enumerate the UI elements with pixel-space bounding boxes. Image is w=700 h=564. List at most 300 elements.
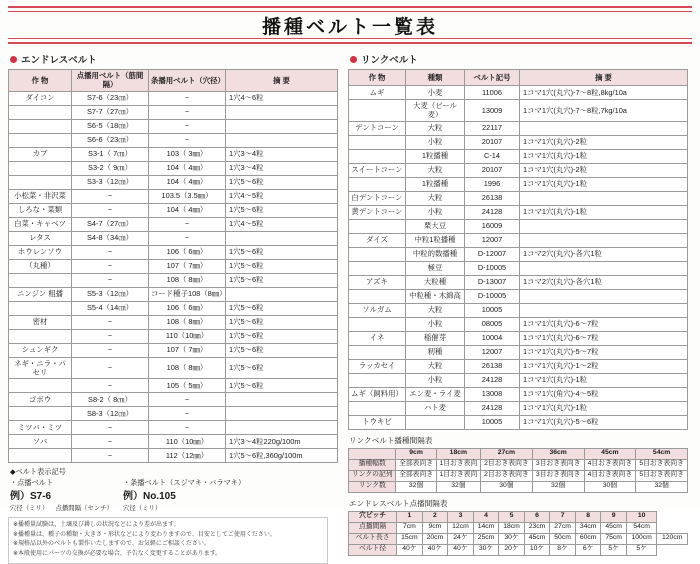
cell-line-belt: 108（ 8㎜） bbox=[149, 357, 226, 379]
cell-crop: ホウレンソウ bbox=[9, 245, 72, 259]
table-row bbox=[349, 533, 688, 544]
cell-remark: 1コマ1穴(丸穴)-5～6粒 bbox=[520, 415, 688, 429]
mini-cell: 100cm bbox=[626, 533, 656, 544]
mini-col-header: 3 bbox=[448, 511, 474, 522]
cell-remark bbox=[226, 119, 338, 133]
cell-line-belt: 107（ 7㎜） bbox=[149, 259, 226, 273]
cell-crop: ソバ bbox=[9, 435, 72, 449]
table-row bbox=[9, 343, 338, 357]
cell-remark: 1コマ2穴(丸穴)-各穴1粒 bbox=[520, 247, 688, 261]
cell-type: 大粒 bbox=[406, 163, 465, 177]
mini-col-header: 4 bbox=[473, 511, 499, 522]
belt-legend bbox=[10, 467, 338, 513]
table-row bbox=[9, 189, 338, 203]
cell-crop bbox=[349, 401, 406, 415]
cell-line-belt: 107（ 7㎜） bbox=[149, 343, 226, 357]
mini-row-header: ベルト長さ bbox=[349, 533, 397, 544]
cell-remark: 1穴5～6粒 bbox=[226, 259, 338, 273]
cell-remark: 1穴5～6粒 bbox=[226, 315, 338, 329]
footnote-4: ※本般使用にパーツの交換が必要な場合、予告なく変更することがあります。 bbox=[13, 550, 222, 557]
cell-code: C-14 bbox=[465, 149, 520, 163]
legend-line-label: ・条播ベルト（スジマキ・バラマキ） bbox=[122, 477, 246, 487]
cell-point-belt: − bbox=[72, 259, 149, 273]
cell-crop: ムギ（飼料用） bbox=[349, 387, 406, 401]
footnote-2: ※播種量は、種子の種類・大きさ・形状などにより変わりますので、目安としてご使用ください。 bbox=[13, 531, 276, 538]
cell-crop: トウキビ bbox=[349, 415, 406, 429]
cell-crop: シュンギク bbox=[9, 343, 72, 357]
table-row bbox=[349, 219, 688, 233]
mini-row-header: 播種幅数 bbox=[349, 459, 396, 470]
table-row bbox=[9, 315, 338, 329]
col-line-belt: 条播用ベルト（穴径） bbox=[149, 70, 226, 92]
table-row bbox=[9, 301, 338, 315]
cell-point-belt: − bbox=[72, 203, 149, 217]
cell-code: 24128 bbox=[465, 205, 520, 219]
legend-point-sub bbox=[10, 504, 113, 514]
cell-line-belt: − bbox=[149, 231, 226, 245]
cell-line-belt: 104（ 4㎜） bbox=[149, 175, 226, 189]
cell-line-belt: 112（12㎜） bbox=[149, 449, 226, 463]
table-row bbox=[9, 105, 338, 119]
table-row bbox=[349, 149, 688, 163]
mini-cell: 40ケ bbox=[448, 544, 474, 555]
mini-col-header: 36cm bbox=[532, 448, 584, 459]
cell-type: 中粒種・木綿高 bbox=[406, 289, 465, 303]
cell-remark: 1コマ1穴(丸穴)-1粒 bbox=[520, 373, 688, 387]
cell-type: エン麦・ライ麦 bbox=[406, 387, 465, 401]
mini-col-header: 9 bbox=[601, 511, 627, 522]
right-column bbox=[348, 50, 688, 564]
cell-type bbox=[406, 415, 465, 429]
cell-remark: 1穴5～6粒 bbox=[226, 245, 338, 259]
cell-remark: 1穴4～5粒 bbox=[226, 189, 338, 203]
cell-code: 26138 bbox=[465, 359, 520, 373]
table-row bbox=[9, 435, 338, 449]
cell-line-belt: − bbox=[149, 91, 226, 105]
mini-row-header: リンクの記列 bbox=[349, 470, 396, 481]
table-row bbox=[9, 147, 338, 161]
legend-point-label: ・点播ベルト bbox=[10, 477, 54, 487]
cell-crop bbox=[9, 175, 72, 189]
page-title: 播種ベルト一覧表 bbox=[261, 15, 438, 38]
cell-remark: 1コマ1穴(丸穴)-7～8粒,8kg/10a bbox=[520, 86, 688, 100]
cell-line-belt: − bbox=[149, 421, 226, 435]
mini-cell: 23cm bbox=[524, 522, 550, 533]
table-row bbox=[349, 345, 688, 359]
mini-col-header: 6 bbox=[524, 511, 550, 522]
endless-belt-section-title bbox=[10, 52, 338, 66]
cell-type: 1粒播種 bbox=[406, 177, 465, 191]
mini-cell: 1目おき表向 bbox=[436, 470, 480, 481]
cell-code: 24128 bbox=[465, 373, 520, 387]
mini-cell: 全部表向き bbox=[396, 459, 436, 470]
cell-point-belt: − bbox=[72, 421, 149, 435]
table-row bbox=[9, 119, 338, 133]
mini-cell: 5ケ bbox=[601, 544, 627, 555]
cell-remark bbox=[520, 233, 688, 247]
legend-line-sub: 穴径（ミリ） bbox=[122, 504, 162, 512]
cell-point-belt: S7-7（27㎝） bbox=[72, 105, 149, 119]
cell-type: 1粒播種 bbox=[406, 149, 465, 163]
cell-crop: イネ bbox=[349, 331, 406, 345]
col-crop: 作 物 bbox=[349, 70, 406, 86]
mini-col-header: 2 bbox=[422, 511, 448, 522]
cell-type: 小粒 bbox=[406, 373, 465, 387]
mini-cell: 30ケ bbox=[473, 544, 499, 555]
table-row bbox=[9, 393, 338, 407]
cell-remark bbox=[520, 191, 688, 205]
table-row bbox=[349, 373, 688, 387]
mini-col-header: 45cm bbox=[584, 448, 636, 459]
col-type: 種類 bbox=[406, 70, 465, 86]
mini-row-header: 点播間隔 bbox=[349, 522, 397, 533]
endless-interval-table bbox=[348, 511, 688, 556]
mini-col-header: 18cm bbox=[436, 448, 480, 459]
cell-crop: ムギ bbox=[349, 86, 406, 100]
footnote-3: ※規格品以外のベルトも製作いたしますので、お気軽にご相談ください。 bbox=[13, 541, 210, 548]
cell-crop bbox=[9, 105, 72, 119]
mini-cell: 27cm bbox=[550, 522, 576, 533]
table-row bbox=[349, 387, 688, 401]
cell-code: 20107 bbox=[465, 163, 520, 177]
mini-cell: 7cm bbox=[397, 522, 423, 533]
cell-point-belt: S8-2（ 8㎝） bbox=[72, 393, 149, 407]
cell-crop: ゴボウ bbox=[9, 393, 72, 407]
mini-col-header: 5 bbox=[499, 511, 525, 522]
mini-cell: 3目おき表向き bbox=[532, 459, 584, 470]
mini-cell: 1目おき表向 bbox=[436, 459, 480, 470]
cell-type: 極豆 bbox=[406, 261, 465, 275]
legend-line-example: 例）No.105 bbox=[122, 490, 176, 502]
table-row bbox=[349, 86, 688, 100]
cell-crop bbox=[9, 379, 72, 393]
mini-col-header bbox=[349, 448, 396, 459]
mini-col-header: 7 bbox=[550, 511, 576, 522]
cell-crop: ソルガム bbox=[349, 303, 406, 317]
cell-remark: 1穴5～6粒 bbox=[226, 273, 338, 287]
cell-line-belt: − bbox=[149, 217, 226, 231]
table-row bbox=[9, 357, 338, 379]
cell-crop: カブ bbox=[9, 147, 72, 161]
cell-code: 13008 bbox=[465, 387, 520, 401]
mini-row-header: リンク数 bbox=[349, 481, 396, 492]
cell-type: 小粒 bbox=[406, 317, 465, 331]
cell-remark: 1コマ1穴(丸穴)-1粒 bbox=[520, 401, 688, 415]
cell-crop bbox=[9, 329, 72, 343]
table-row bbox=[349, 522, 688, 533]
table-row bbox=[349, 401, 688, 415]
mini-cell: 24ケ bbox=[448, 533, 474, 544]
cell-crop: （丸種） bbox=[9, 259, 72, 273]
mini-cell: 5目おき表向き bbox=[636, 470, 688, 481]
table-row bbox=[9, 203, 338, 217]
cell-remark: 1コマ1穴(丸穴)-2粒 bbox=[520, 163, 688, 177]
cell-crop: ダイコン bbox=[9, 91, 72, 105]
cell-point-belt: − bbox=[72, 435, 149, 449]
cell-remark bbox=[226, 407, 338, 421]
mini-cell: 14cm bbox=[473, 522, 499, 533]
cell-line-belt: − bbox=[149, 133, 226, 147]
mini-col-header: 27cm bbox=[481, 448, 533, 459]
cell-code: 10005 bbox=[465, 415, 520, 429]
mini-cell: 8ケ bbox=[550, 544, 576, 555]
table-row bbox=[9, 175, 338, 189]
mini-col-header: 54cm bbox=[636, 448, 688, 459]
cell-point-belt: S5-4（14㎝） bbox=[72, 301, 149, 315]
legend-title: ◆ベルト表示記号 bbox=[10, 467, 66, 476]
cell-code: 20107 bbox=[465, 135, 520, 149]
cell-remark: 1コマ1穴(丸穴)-6～7粒 bbox=[520, 317, 688, 331]
table-row bbox=[349, 247, 688, 261]
mini-col-header: 9cm bbox=[396, 448, 436, 459]
cell-remark: 1穴4～5粒 bbox=[226, 217, 338, 231]
cell-line-belt: 104（ 4㎜） bbox=[149, 161, 226, 175]
cell-code: 12007 bbox=[465, 233, 520, 247]
table-row bbox=[349, 303, 688, 317]
cell-remark bbox=[226, 105, 338, 119]
table-row bbox=[349, 289, 688, 303]
legend-point-sub2: 点播間隔（センチ） bbox=[55, 504, 113, 512]
cell-point-belt: − bbox=[72, 357, 149, 379]
cell-crop: スイートコーン bbox=[349, 163, 406, 177]
cell-crop bbox=[349, 317, 406, 331]
mini-cell: 20cm bbox=[422, 533, 448, 544]
table-row bbox=[9, 91, 338, 105]
cell-point-belt: S7-6（23㎝） bbox=[72, 91, 149, 105]
table-row bbox=[349, 191, 688, 205]
mini-cell: 32個 bbox=[436, 481, 480, 492]
mini-cell: 2目おき表向き bbox=[481, 459, 533, 470]
cell-crop bbox=[9, 273, 72, 287]
table-row bbox=[349, 544, 688, 555]
cell-crop bbox=[9, 133, 72, 147]
endless-interval-table-title: エンドレスベルト点播間隔表 bbox=[349, 498, 448, 508]
mini-cell: 10ケ bbox=[524, 544, 550, 555]
legend-point-sub1: 穴径（ミリ） bbox=[10, 504, 49, 512]
cell-remark: 1コマ1穴(丸穴)-2粒 bbox=[520, 135, 688, 149]
cell-line-belt: 108（ 8㎜） bbox=[149, 273, 226, 287]
cell-crop: レタス bbox=[9, 231, 72, 245]
mini-cell: 15cm bbox=[397, 533, 423, 544]
bullet-icon bbox=[10, 56, 17, 63]
mini-cell: 75cm bbox=[601, 533, 627, 544]
cell-crop: 小松菜・非沢菜 bbox=[9, 189, 72, 203]
page-header bbox=[8, 6, 692, 44]
cell-crop bbox=[349, 100, 406, 122]
table-row bbox=[349, 177, 688, 191]
cell-remark: 1穴4～6粒 bbox=[226, 91, 338, 105]
table-row bbox=[9, 217, 338, 231]
mini-cell: 32個 bbox=[396, 481, 436, 492]
footnote-1: ※播種量試験は、土壌及び耕しの状況などにより差が出ます。 bbox=[13, 522, 180, 529]
mini-cell: 30個 bbox=[481, 481, 533, 492]
cell-remark bbox=[520, 303, 688, 317]
table-row bbox=[349, 121, 688, 135]
cell-line-belt: 103.5（3.5㎜） bbox=[149, 189, 226, 203]
cell-remark bbox=[226, 393, 338, 407]
cell-line-belt: 106（ 6㎜） bbox=[149, 301, 226, 315]
cell-code: 24128 bbox=[465, 401, 520, 415]
cell-point-belt: − bbox=[72, 245, 149, 259]
cell-point-belt: − bbox=[72, 329, 149, 343]
mini-cell: 3目おき表向き bbox=[532, 470, 584, 481]
mini-cell: 40ケ bbox=[397, 544, 423, 555]
cell-crop: ダイズ bbox=[349, 233, 406, 247]
mini-cell: 34cm bbox=[575, 522, 601, 533]
table-row bbox=[9, 287, 338, 301]
table-row bbox=[9, 245, 338, 259]
table-row bbox=[9, 421, 338, 435]
cell-point-belt: − bbox=[72, 379, 149, 393]
cell-crop bbox=[349, 149, 406, 163]
table-row bbox=[349, 470, 688, 481]
cell-remark bbox=[520, 219, 688, 233]
left-column bbox=[8, 50, 338, 564]
cell-line-belt: 105（ 5㎜） bbox=[149, 379, 226, 393]
cell-line-belt: − bbox=[149, 119, 226, 133]
table-row bbox=[9, 449, 338, 463]
cell-code: D-13007 bbox=[465, 275, 520, 289]
table-row bbox=[349, 317, 688, 331]
cell-type: 栗大豆 bbox=[406, 219, 465, 233]
cell-remark: 1コマ1穴(丸穴)-5～7粒 bbox=[520, 345, 688, 359]
cell-remark: 1穴5～6粒 bbox=[226, 203, 338, 217]
cell-point-belt: S5-3（12㎝） bbox=[72, 287, 149, 301]
cell-crop: ニンジン 粗播 bbox=[9, 287, 72, 301]
cell-line-belt: 104（ 4㎜） bbox=[149, 203, 226, 217]
cell-type: 小粒 bbox=[406, 135, 465, 149]
cell-remark bbox=[226, 133, 338, 147]
cell-remark: 1穴3～4粒220g/100m bbox=[226, 435, 338, 449]
table-row bbox=[9, 161, 338, 175]
cell-crop bbox=[9, 301, 72, 315]
cell-remark bbox=[226, 231, 338, 245]
cell-type: 小麦 bbox=[406, 86, 465, 100]
mini-cell: 18cm bbox=[499, 522, 525, 533]
cell-code: 10004 bbox=[465, 331, 520, 345]
cell-remark bbox=[520, 289, 688, 303]
cell-type: 大粒 bbox=[406, 191, 465, 205]
cell-point-belt: S3-2（ 9㎝） bbox=[72, 161, 149, 175]
table-row bbox=[349, 331, 688, 345]
mini-cell: 2目おき表向き bbox=[481, 470, 533, 481]
mini-cell: 30個 bbox=[584, 481, 636, 492]
cell-point-belt: S3-1（ 7㎝） bbox=[72, 147, 149, 161]
cell-crop: 白デントコーン bbox=[349, 191, 406, 205]
table-row bbox=[349, 481, 688, 492]
cell-line-belt: コード種子108（8㎜） bbox=[149, 287, 226, 301]
cell-point-belt: − bbox=[72, 343, 149, 357]
table-row bbox=[9, 231, 338, 245]
cell-remark: 1穴5～6粒 bbox=[226, 175, 338, 189]
cell-code: D-10005 bbox=[465, 261, 520, 275]
cell-point-belt: − bbox=[72, 189, 149, 203]
table-row bbox=[9, 379, 338, 393]
cell-remark: 1穴5～6粒,360g/100m bbox=[226, 449, 338, 463]
link-interval-table-title: リンクベルト播種間隔表 bbox=[349, 435, 433, 445]
table-header-row bbox=[9, 70, 338, 92]
mini-cell: 全部表向き bbox=[396, 470, 436, 481]
endless-belt-title-text: エンドレスベルト bbox=[21, 55, 97, 66]
cell-crop bbox=[349, 135, 406, 149]
cell-point-belt: − bbox=[72, 273, 149, 287]
mini-cell: 32個 bbox=[532, 481, 584, 492]
table-row bbox=[349, 359, 688, 373]
cell-crop: ミツバ・ミツ bbox=[9, 421, 72, 435]
mini-col-header: 1 bbox=[397, 511, 423, 522]
table-row bbox=[9, 259, 338, 273]
cell-crop: しろな・菜類 bbox=[9, 203, 72, 217]
cell-remark: 1穴5～6粒 bbox=[226, 357, 338, 379]
cell-crop: 黄デントコーン bbox=[349, 205, 406, 219]
cell-type: 稲催芽 bbox=[406, 331, 465, 345]
table-row bbox=[349, 233, 688, 247]
cell-code: 16009 bbox=[465, 219, 520, 233]
cell-crop bbox=[349, 261, 406, 275]
cell-remark: 1穴5～6粒 bbox=[226, 301, 338, 315]
col-code: ベルト記号 bbox=[465, 70, 520, 86]
mini-cell: 4目おき表向き bbox=[584, 459, 636, 470]
col-remark: 摘 要 bbox=[520, 70, 688, 86]
cell-remark: 1コマ2穴(丸穴)-各穴1粒 bbox=[520, 275, 688, 289]
cell-line-belt: − bbox=[149, 393, 226, 407]
link-interval-table bbox=[348, 448, 688, 493]
cell-line-belt: 108（ 8㎜） bbox=[149, 315, 226, 329]
content-columns bbox=[0, 44, 700, 564]
table-row bbox=[349, 275, 688, 289]
legend-title-text: ベルト表示記号 bbox=[15, 467, 66, 476]
cell-remark bbox=[226, 287, 338, 301]
col-remark: 摘 要 bbox=[226, 70, 338, 92]
cell-code: 13009 bbox=[465, 100, 520, 122]
cell-remark: 1コマ1穴(角穴)-4～5粒 bbox=[520, 387, 688, 401]
mini-cell: 120cm bbox=[657, 533, 688, 544]
cell-remark: 1コマ1穴(丸穴)-1～2粒 bbox=[520, 359, 688, 373]
cell-crop: ネギ・ニラ・パセリ bbox=[9, 357, 72, 379]
cell-crop: アズキ bbox=[349, 275, 406, 289]
cell-remark: 1穴5～6粒 bbox=[226, 379, 338, 393]
mini-cell: 45cm bbox=[524, 533, 550, 544]
cell-remark: 1穴5～6粒 bbox=[226, 343, 338, 357]
cell-type: 中粒的数播種 bbox=[406, 247, 465, 261]
cell-line-belt: 110（10㎜） bbox=[149, 329, 226, 343]
cell-point-belt: S6-6（23㎝） bbox=[72, 133, 149, 147]
legend-point-example: 例）S7-6 bbox=[10, 490, 52, 502]
mini-cell: 4目おき表向き bbox=[584, 470, 636, 481]
cell-type: 小粒 bbox=[406, 205, 465, 219]
cell-type: 籾種 bbox=[406, 345, 465, 359]
mini-cell: 32個 bbox=[636, 481, 688, 492]
mini-cell: 6ケ bbox=[575, 544, 601, 555]
cell-code: 08005 bbox=[465, 317, 520, 331]
table-row bbox=[349, 415, 688, 429]
cell-code: 26138 bbox=[465, 191, 520, 205]
cell-crop bbox=[349, 289, 406, 303]
mini-cell: 40ケ bbox=[422, 544, 448, 555]
cell-point-belt: S6-5（18㎝） bbox=[72, 119, 149, 133]
table-row bbox=[349, 459, 688, 470]
mini-cell: 54cm bbox=[626, 522, 656, 533]
cell-type: 大粒 bbox=[406, 121, 465, 135]
cell-code: 1996 bbox=[465, 177, 520, 191]
cell-remark: 1コマ1穴(丸穴)-1粒 bbox=[520, 177, 688, 191]
mini-cell: 12cm bbox=[448, 522, 474, 533]
link-belt-table bbox=[348, 69, 688, 430]
cell-crop bbox=[349, 373, 406, 387]
mini-cell: 5目おき表向き bbox=[636, 459, 688, 470]
mini-col-header: 10 bbox=[626, 511, 656, 522]
mini-col-header: 穴ピッチ bbox=[349, 511, 397, 522]
